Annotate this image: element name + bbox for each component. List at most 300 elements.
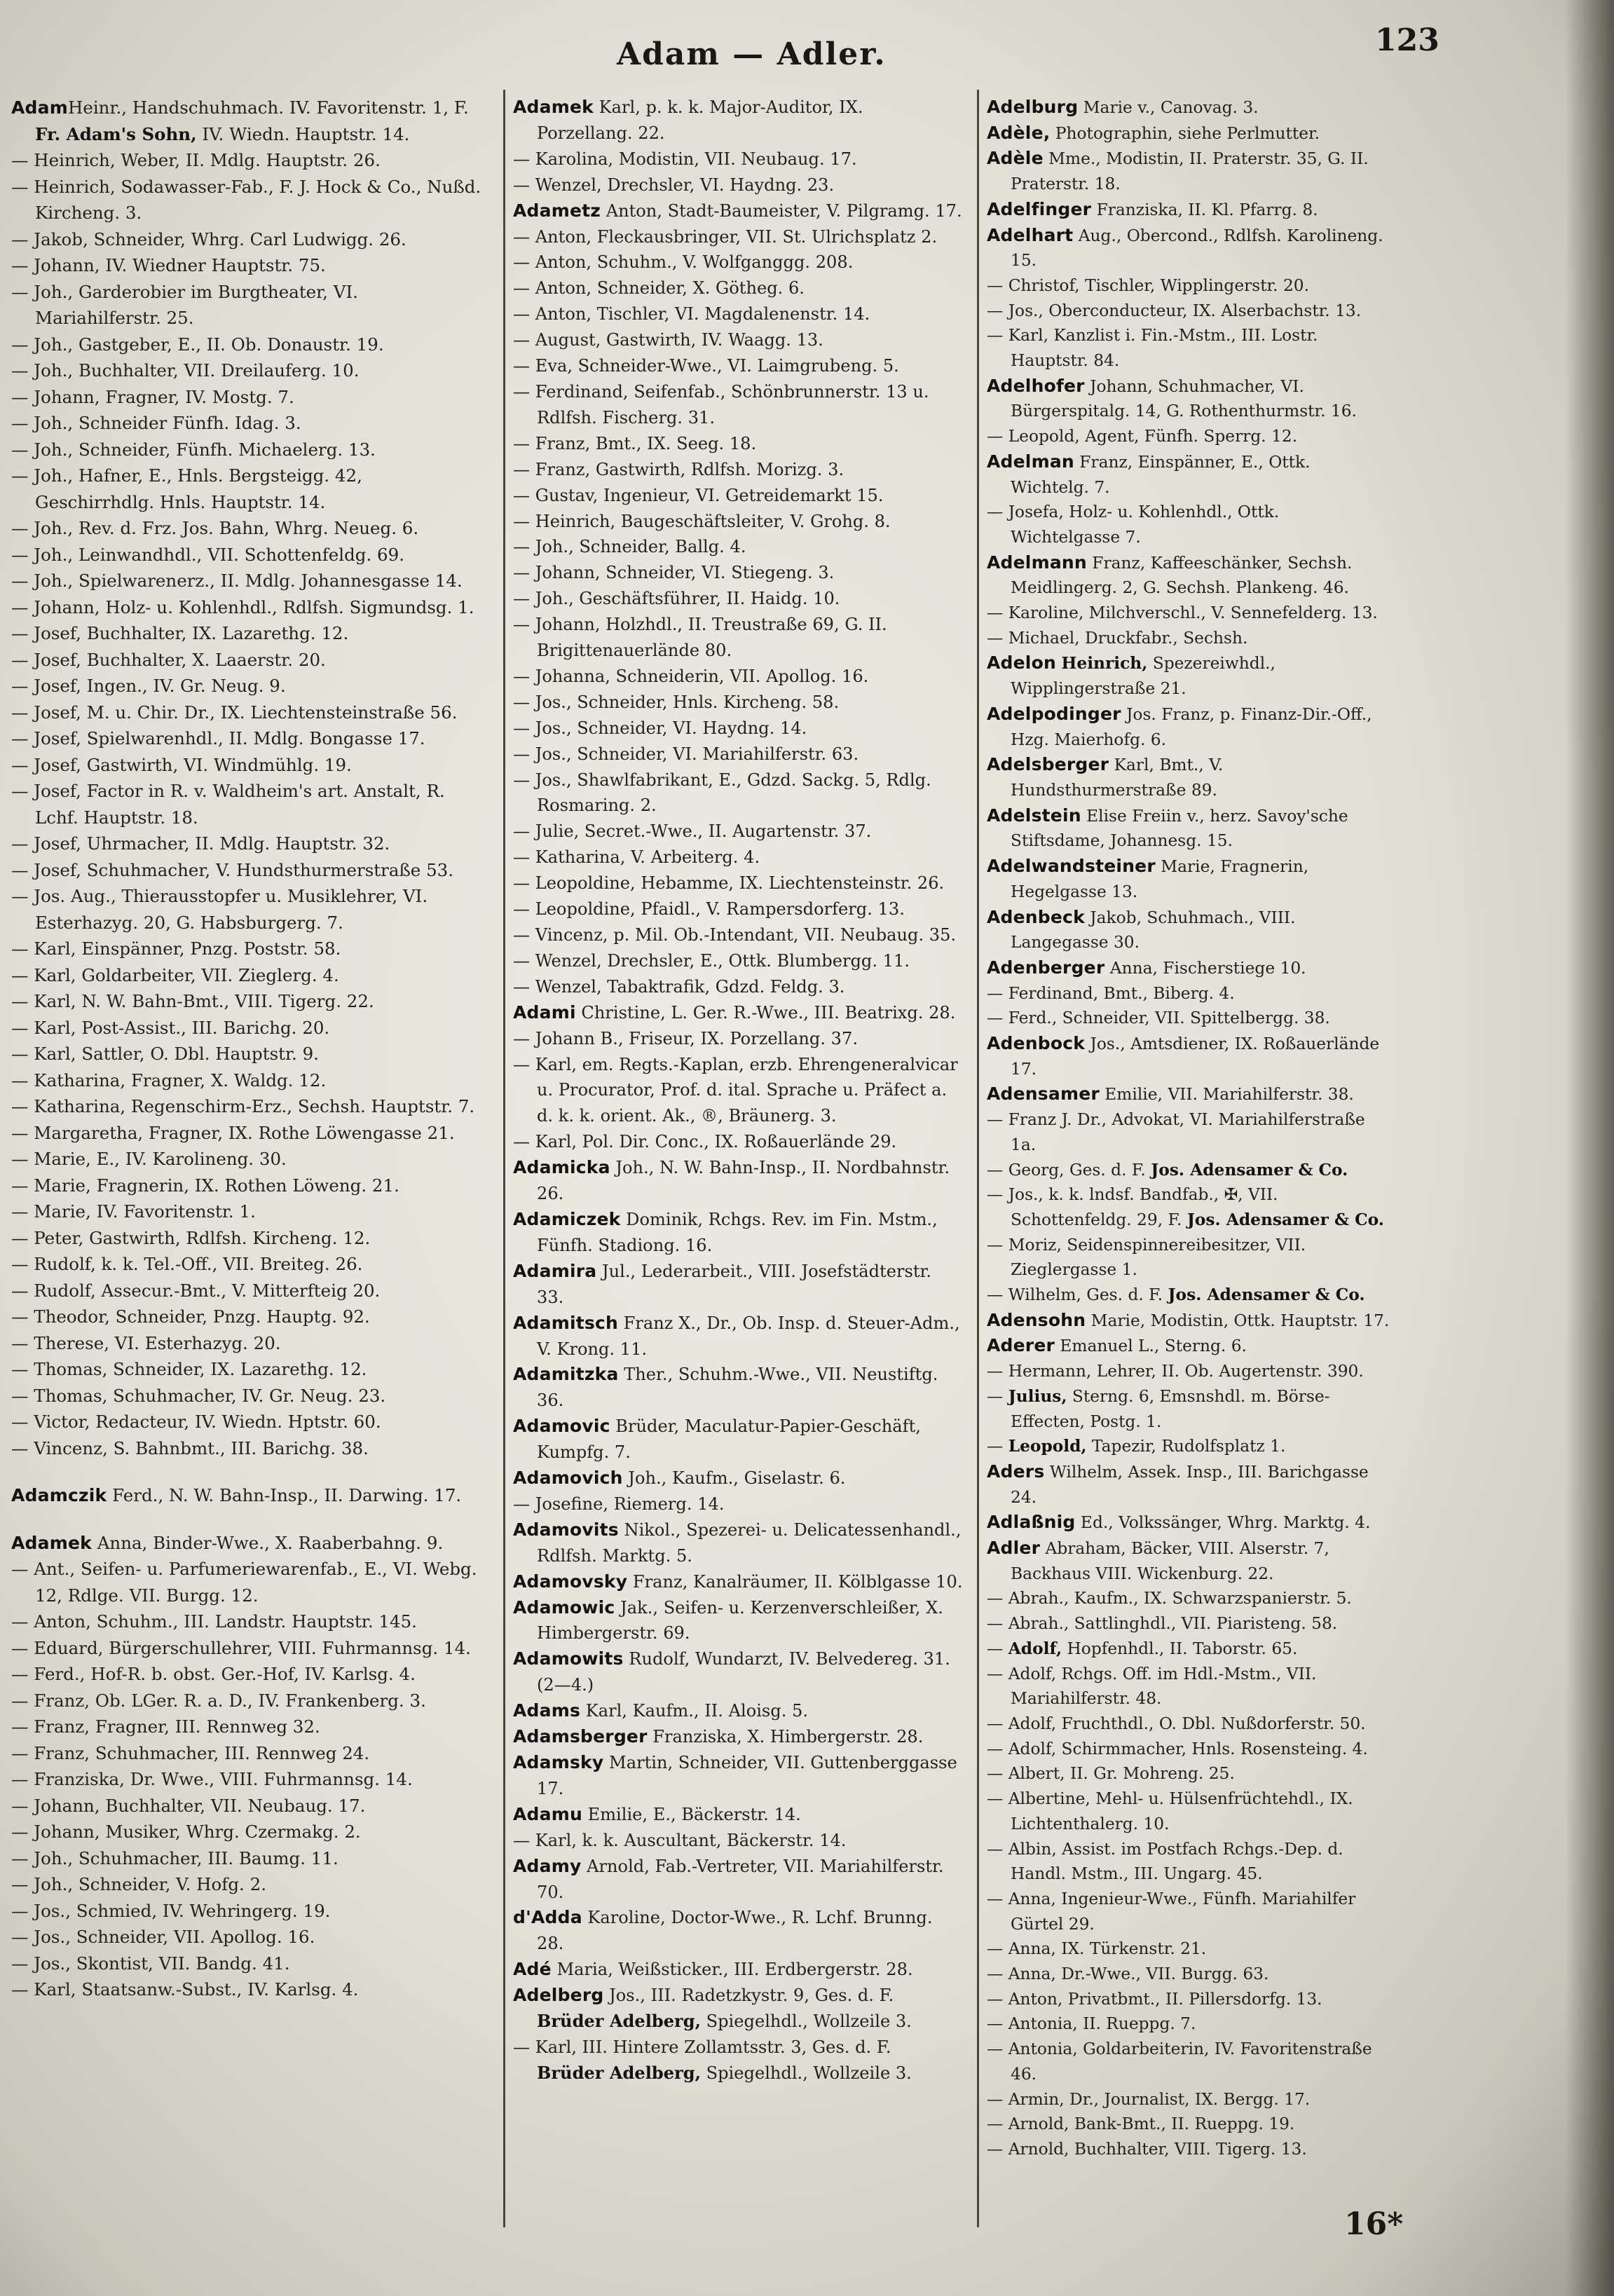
entry-text: Anna, Fischerstiege 10.	[1105, 958, 1306, 978]
directory-entry	[987, 2087, 1393, 2112]
entry-text: Aug., Obercond., Rdlfsh. Karolineng. 15.	[1011, 226, 1383, 271]
entry-text: — Adolf, Schirmmacher, Hnls. Rosensteing. 4.	[987, 1739, 1368, 1758]
directory-entry	[11, 1950, 485, 1977]
entry-text: Franz, Kanalräumer, II. Kölblgasse 10.	[627, 1571, 963, 1592]
directory-entry	[11, 357, 485, 384]
entry-text: — Heinrich, Weber, II. Mdlg. Hauptstr. 26.	[11, 150, 381, 170]
directory-entry	[987, 1737, 1393, 1762]
entry-text: — Karl, em. Regts.-Kaplan, erzb. Ehrengeneralvicar u. Procurator, Prof. d. ital. Sprache u. Präfect a. d. k. k. orient. Ak., ®, Bräunerg. 3.	[513, 1054, 958, 1126]
entry-text: — Karl, Post-Assist., III. Barichg. 20.	[11, 1017, 330, 1038]
entry-text: — Anton, Fleckausbringer, VII. St. Ulrichsplatz 2.	[513, 226, 938, 247]
directory-entry	[11, 725, 485, 752]
directory-entry	[513, 974, 963, 1000]
entry-text: — Josefine, Riemerg. 14.	[513, 1494, 725, 1514]
entry-text: Karl, p. k. k. Major-Auditor, IX. Porzellang. 22.	[537, 97, 863, 143]
entry-text: Franziska, X. Himbergerstr. 28.	[647, 1727, 924, 1747]
entry-firm-name: Adolf,	[1008, 1639, 1062, 1658]
entry-surname: Adenbeck	[987, 906, 1085, 927]
entry-text: — Victor, Redacteur, IV. Wiedn. Hptstr. 60.	[11, 1412, 381, 1432]
entry-text: Karl, Bmt., V. Hundsthurmerstraße 89.	[1011, 756, 1224, 800]
entry-surname: Adensamer	[987, 1084, 1100, 1105]
directory-entry	[11, 1251, 485, 1278]
entry-surname: Adami	[513, 1002, 576, 1023]
directory-entry	[513, 742, 963, 767]
entry-text: — Abrah., Kaufm., IX. Schwarzspanierstr. 5.	[987, 1589, 1352, 1608]
directory-entry	[513, 1491, 963, 1517]
entry-text: Joh., Kaufm., Giselastr. 6.	[622, 1468, 846, 1489]
directory-entry	[987, 1081, 1393, 1107]
directory-entry	[513, 1802, 963, 1828]
directory-entry	[11, 568, 485, 594]
directory-entry	[513, 301, 963, 327]
entry-surname: Adelstein	[987, 805, 1081, 826]
entry-surname: Adelsberger	[987, 754, 1109, 775]
directory-entry	[11, 594, 485, 621]
entry-text: Nikol., Spezerei- u. Delicatessenhandl., Rdlfsh. Marktg. 5.	[537, 1519, 962, 1566]
directory-entry	[11, 647, 485, 674]
entry-text: Joh., N. W. Bahn-Insp., II. Nordbahnstr. 26.	[537, 1158, 950, 1204]
entry-surname: Adelfinger	[987, 198, 1092, 219]
directory-entry	[11, 1530, 485, 1557]
entry-text: — Jos., Schneider, VI. Mariahilferstr. 63.	[513, 744, 859, 764]
entry-text: — Johann, Holz- u. Kohlenhdl., Rdlfsh. Sigmundsg. 1.	[11, 596, 474, 617]
directory-entry	[11, 147, 485, 174]
entry-text: Johann, Schuhmacher, VI. Bürgerspitalg. 14, G. Rothenthurmstr. 16.	[1011, 376, 1357, 421]
directory-entry	[11, 515, 485, 542]
directory-entry	[987, 1182, 1393, 1232]
entry-surname: Adamek	[513, 97, 594, 117]
entry-text: — Anna, Ingenieur-Wwe., Fünfh. Mariahilfer Gürtel 29.	[987, 1889, 1356, 1934]
entry-text: Franz, Kaffeeschänker, Sechsh. Meidlingerg. 2, G. Sechsh. Plankeng. 46.	[1011, 553, 1353, 598]
directory-entry	[11, 1819, 485, 1845]
entry-surname: Adams	[513, 1700, 581, 1721]
entry-text: — Josefa, Holz- u. Kohlenhdl., Ottk. Wichtelgasse 7.	[987, 503, 1280, 547]
directory-entry	[11, 1067, 485, 1094]
entry-text: — Jos., Schneider, Hnls. Kircheng. 58.	[513, 692, 840, 712]
directory-entry	[987, 601, 1393, 626]
entry-text: — Johann, Schneider, VI. Stiegeng. 3.	[513, 563, 835, 583]
entry-surname: Aderer	[987, 1335, 1055, 1356]
directory-entry	[513, 146, 963, 172]
directory-entry	[513, 1000, 963, 1026]
directory-entry	[513, 1698, 963, 1724]
directory-entry	[513, 353, 963, 379]
directory-entry	[11, 857, 485, 884]
entry-text: Franz X., Dr., Ob. Insp. d. Steuer-Adm., V. Krong. 11.	[537, 1313, 960, 1359]
directory-entry	[11, 1924, 485, 1950]
entry-surname: Aders	[987, 1461, 1045, 1482]
directory-entry	[11, 1304, 485, 1330]
entry-text: Karoline, Doctor-Wwe., R. Lchf. Brunng. 28.	[537, 1908, 933, 1954]
directory-entry	[987, 2112, 1393, 2137]
directory-entry	[987, 449, 1393, 500]
entry-surname: Adamczik	[11, 1485, 107, 1505]
entry-text: — Eduard, Bürgerschullehrer, VIII. Fuhrmannsg. 14.	[11, 1637, 471, 1658]
directory-entry	[11, 1898, 485, 1925]
directory-entry	[11, 673, 485, 699]
directory-entry	[513, 95, 963, 146]
directory-entry	[11, 437, 485, 463]
entry-surname: d'Adda	[513, 1907, 582, 1928]
entry-text: — Wenzel, Drechsler, E., Ottk. Blumbergg. 11.	[513, 950, 910, 971]
entry-text: — Josef, M. u. Chir. Dr., IX. Liechtensteinstraße 56.	[11, 702, 458, 723]
directory-entry	[11, 1740, 485, 1767]
directory-entry	[513, 767, 963, 819]
entry-text: — Franz J. Dr., Advokat, VI. Mariahilferstraße 1a.	[987, 1110, 1365, 1154]
entry-text: — Albin, Assist. im Postfach Rchgs.-Dep. d. Handl. Mstm., III. Ungarg. 45.	[987, 1839, 1343, 1884]
entry-text: Franz, Einspänner, E., Ottk. Wichtelg. 7.	[1011, 452, 1311, 497]
entry-text: —	[987, 1437, 1008, 1456]
directory-entry	[11, 1435, 485, 1462]
entry-surname: Adensohn	[987, 1309, 1086, 1330]
directory-entry	[11, 1383, 485, 1409]
entry-text: — Joh., Leinwandhdl., VII. Schottenfeldg. 69.	[11, 544, 405, 565]
directory-entry	[513, 1646, 963, 1698]
entry-text-tail: IV. Wiedn. Hauptstr. 14.	[196, 123, 410, 144]
directory-entry	[513, 1517, 963, 1569]
directory-entry	[987, 752, 1393, 802]
entry-text: — Marie, IV. Favoritenstr. 1.	[11, 1201, 256, 1222]
entry-text: — Johann, Fragner, IV. Mostg. 7.	[11, 386, 294, 407]
directory-entry	[987, 223, 1393, 273]
entry-text: — Rudolf, k. k. Tel.-Off., VII. Breiteg. 26.	[11, 1254, 363, 1274]
directory-entry	[987, 1333, 1393, 1359]
entry-text: — Franz, Schuhmacher, III. Rennweg 24.	[11, 1742, 370, 1763]
directory-entry	[513, 1155, 963, 1207]
entry-surname: Adamovsky	[513, 1571, 628, 1592]
entry-surname: Adamsberger	[513, 1726, 648, 1747]
entry-text: — Karoline, Milchverschl., V. Sennefelderg. 13.	[987, 603, 1378, 623]
directory-entry	[987, 1536, 1393, 1586]
entry-firm-name: Leopold,	[1008, 1437, 1087, 1456]
directory-entry	[987, 95, 1393, 121]
directory-entry	[513, 1983, 963, 2035]
directory-entry	[513, 1207, 963, 1259]
directory-entry	[11, 95, 485, 147]
directory-entry	[11, 1093, 485, 1120]
entry-text: — Jos., Oberconducteur, IX. Alserbachstr. 13.	[987, 301, 1362, 320]
entry-text: — Jos., Skontist, VII. Bandg. 41.	[11, 1953, 290, 1974]
entry-text: — Arnold, Buchhalter, VIII. Tigerg. 13.	[987, 2139, 1307, 2159]
entry-text: Dominik, Rchgs. Rev. im Fin. Mstm., Fünfh. Stadiong. 16.	[537, 1209, 938, 1255]
entry-text: — Antonia, Goldarbeiterin, IV. Favoritenstraße 46.	[987, 2039, 1372, 2084]
entry-text: — Arnold, Bank-Bmt., II. Rueppg. 19.	[987, 2114, 1295, 2134]
directory-entry	[987, 1158, 1393, 1183]
directory-entry	[987, 702, 1393, 752]
entry-text: — Johanna, Schneiderin, VII. Apollog. 16.	[513, 666, 869, 686]
directory-entry	[11, 1146, 485, 1173]
entry-text: — Jos., Shawlfabrikant, E., Gdzd. Sackg. 5, Rdlg. Rosmaring. 2.	[513, 770, 931, 816]
directory-entry	[11, 1278, 485, 1304]
entry-text: — Marie, E., IV. Karolineng. 30.	[11, 1149, 287, 1169]
directory-entry	[11, 1015, 485, 1041]
directory-entry	[987, 650, 1393, 701]
directory-entry	[513, 327, 963, 353]
directory-entry	[11, 988, 485, 1015]
entry-surname: Adamira	[513, 1260, 597, 1281]
entry-firm-name: Jos. Adensamer & Co.	[1151, 1160, 1348, 1180]
directory-entry	[513, 379, 963, 431]
book-fold-shadow	[1565, 0, 1614, 2296]
page-number: 123	[1375, 22, 1439, 58]
entry-text: Karl, Kaufm., II. Aloisg. 5.	[580, 1701, 808, 1721]
entry-surname: Adamy	[513, 1855, 582, 1876]
directory-entry	[513, 1957, 963, 1983]
directory-entry	[513, 431, 963, 457]
entry-surname: Adelwandsteiner	[987, 856, 1156, 877]
directory-entry	[513, 509, 963, 535]
entry-surname: Adelon	[987, 652, 1056, 674]
directory-entry	[513, 1129, 963, 1155]
entry-text: Maria, Weißsticker., III. Erdbergerstr. 28.	[551, 1960, 913, 1980]
directory-entry	[987, 1987, 1393, 2012]
entry-text: — Johann B., Friseur, IX. Porzellang. 37.	[513, 1028, 858, 1048]
column-3	[987, 95, 1393, 2162]
directory-entry	[11, 252, 485, 279]
directory-entry	[11, 620, 485, 647]
directory-entry	[513, 457, 963, 483]
entry-text: — Albert, II. Gr. Mohreng. 25.	[987, 1764, 1235, 1784]
directory-entry	[987, 550, 1393, 601]
directory-entry	[987, 146, 1393, 196]
directory-entry	[987, 1308, 1393, 1334]
entry-surname: Adamovits	[513, 1519, 619, 1540]
directory-entry	[11, 1661, 485, 1688]
page-title: Adam — Adler.	[617, 36, 887, 72]
entry-text: Emilie, VII. Mariahilferstr. 38.	[1099, 1085, 1354, 1105]
entry-surname: Adler	[987, 1538, 1041, 1559]
entry-surname: Adelhart	[987, 224, 1074, 245]
entry-text: Emanuel L., Sterng. 6.	[1055, 1337, 1247, 1356]
entry-text: — Leopoldine, Hebamme, IX. Liechtensteinstr. 26.	[513, 873, 945, 894]
directory-entry	[513, 1052, 963, 1130]
entry-text: Martin, Schneider, VII. Guttenberggasse 17.	[537, 1753, 957, 1798]
directory-entry	[987, 1761, 1393, 1786]
entry-text: — August, Gastwirth, IV. Waagg. 13.	[513, 330, 823, 350]
directory-entry	[987, 1283, 1393, 1308]
entry-text: Mme., Modistin, II. Praterstr. 35, G. II. Praterstr. 18.	[1011, 149, 1369, 194]
entry-text-tail: Tapezir, Rudolfsplatz 1.	[1086, 1437, 1286, 1456]
entry-text: — Abrah., Sattlinghdl., VII. Piaristeng. 58.	[987, 1614, 1338, 1634]
entry-firm-name: Jos. Adensamer & Co.	[1186, 1210, 1384, 1229]
entry-text: Rudolf, Wundarzt, IV. Belvedereg. 31. (2—4.)	[537, 1649, 950, 1695]
directory-entry	[987, 273, 1393, 299]
directory-entry	[513, 896, 963, 922]
entry-text: — Joh., Geschäftsführer, II. Haidg. 10.	[513, 589, 840, 609]
directory-entry	[11, 1608, 485, 1635]
entry-text: — Margaretha, Fragner, IX. Rothe Löwengasse 21.	[11, 1122, 455, 1143]
directory-entry	[987, 1786, 1393, 1836]
entry-text: — Anna, Dr.-Wwe., VII. Burgg. 63.	[987, 1964, 1269, 1984]
entry-text: — Johann, Buchhalter, VII. Neubaug. 17.	[11, 1795, 366, 1816]
directory-entry	[987, 1636, 1393, 1662]
entry-surname: Adèle	[987, 148, 1044, 169]
entry-text: — Joh., Rev. d. Frz. Jos. Bahn, Whrg. Neueg. 6.	[11, 518, 419, 538]
entry-text: Ther., Schuhm.-Wwe., VII. Neustiftg. 36.	[537, 1365, 938, 1411]
directory-entry	[513, 586, 963, 612]
entry-surname: Adamowits	[513, 1648, 624, 1669]
entry-text: — Leopoldine, Pfaidl., V. Rampersdorferg. 13.	[513, 899, 905, 920]
entry-text-tail: Sterng. 6, Emsnshdl. m. Börse-Effecten, Postg. 1.	[1011, 1386, 1330, 1431]
entry-text: — Ferdinand, Seifenfab., Schönbrunnerstr. 13 u. Rdlfsh. Fischerg. 31.	[513, 381, 929, 428]
entry-text: — Josef, Uhrmacher, II. Mdlg. Hauptstr. 32.	[11, 833, 390, 854]
directory-entry	[987, 626, 1393, 651]
directory-entry	[987, 905, 1393, 955]
entry-text: — Joh., Hafner, E., Hnls. Bergsteigg. 42, Geschirrhdlg. Hnls. Hauptstr. 14.	[11, 465, 362, 512]
directory-entry	[11, 1871, 485, 1898]
entry-text: — Katharina, Regenschirm-Erz., Sechsh. Hauptstr. 7.	[11, 1096, 475, 1116]
directory-entry	[987, 1031, 1393, 1081]
directory-entry	[513, 612, 963, 664]
entry-text: Marie, Modistin, Ottk. Hauptstr. 17.	[1086, 1311, 1390, 1330]
entry-text: — Karl, k. k. Auscultant, Bäckerstr. 14.	[513, 1830, 847, 1850]
entry-text: Franziska, II. Kl. Pfarrg. 8.	[1091, 200, 1318, 219]
directory-entry	[987, 299, 1393, 324]
directory-entry	[11, 883, 485, 936]
entry-surname: Adamitsch	[513, 1312, 618, 1333]
entry-text: —	[987, 1386, 1008, 1406]
entry-text: — Jos., Schneider, VII. Apollog. 16.	[11, 1927, 315, 1947]
directory-entry	[513, 1828, 963, 1854]
entry-separator	[11, 1461, 485, 1482]
directory-entry	[11, 1688, 485, 1714]
entry-text: — Josef, Buchhalter, X. Laaerstr. 20.	[11, 649, 326, 670]
directory-entry	[987, 121, 1393, 146]
entry-text: — Julie, Secret.-Wwe., II. Augartenstr. 37.	[513, 821, 872, 842]
entry-surname: Adenbock	[987, 1033, 1086, 1054]
entry-text: Anton, Stadt-Baumeister, V. Pilgramg. 17.	[601, 200, 962, 221]
entry-text: — Christof, Tischler, Wipplingerstr. 20.	[987, 275, 1309, 295]
entry-text: — Anton, Privatbmt., II. Pillersdorfg. 13.	[987, 1989, 1322, 2009]
entry-text: Brüder, Maculatur-Papier-Geschäft, Kumpfg. 7.	[537, 1416, 921, 1463]
directory-entry	[11, 332, 485, 358]
directory-entry	[987, 1434, 1393, 1459]
directory-entry	[11, 1198, 485, 1225]
entry-text: — Heinrich, Baugeschäftsleiter, V. Grohg. 8.	[513, 511, 891, 531]
directory-entry	[11, 1225, 485, 1252]
directory-entry	[987, 2037, 1393, 2086]
directory-entry	[11, 1482, 485, 1509]
entry-text: — Ferd., Hof-R. b. obst. Ger.-Hof, IV. Karlsg. 4.	[11, 1664, 416, 1684]
entry-text: Jul., Lederarbeit., VIII. Josefstädterstr. 33.	[537, 1261, 932, 1307]
directory-entry	[11, 699, 485, 726]
entry-surname: Adé	[513, 1959, 552, 1980]
entry-text: — Albertine, Mehl- u. Hülsenfrüchtehdl., IX. Lichtenthalerg. 10.	[987, 1789, 1353, 1833]
entry-text: — Moriz, Seidenspinnereibesitzer, VII. Zieglergasse 1.	[987, 1235, 1306, 1280]
entry-surname: Adenberger	[987, 957, 1105, 978]
entry-surname: Adamsky	[513, 1752, 604, 1772]
entry-text: — Katharina, V. Arbeiterg. 4.	[513, 847, 760, 868]
directory-entry	[513, 1595, 963, 1647]
entry-text: — Franz, Bmt., IX. Seeg. 18.	[513, 433, 757, 453]
directory-entry	[513, 1414, 963, 1465]
directory-entry	[513, 1465, 963, 1491]
entry-surname: Adamek	[11, 1532, 92, 1553]
entry-surname: Adam	[11, 97, 68, 118]
entry-text: — Joh., Buchhalter, VII. Dreilauferg. 10.	[11, 360, 360, 381]
entry-firm-name: Heinrich,	[1061, 654, 1148, 674]
directory-entry	[11, 226, 485, 253]
entry-text-tail: Spiegelhdl., Wollzeile 3.	[700, 2063, 912, 2083]
directory-entry	[11, 1556, 485, 1608]
entry-surname: Adelberg	[513, 1985, 604, 2006]
directory-entry	[987, 2137, 1393, 2162]
entry-text: — Jos., Schmied, IV. Wehringerg. 19.	[11, 1900, 331, 1921]
entry-text: — Joh., Schneider Fünfh. Idag. 3.	[11, 413, 301, 433]
directory-entry	[987, 1611, 1393, 1636]
entry-text: — Franz, Fragner, III. Rennweg 32.	[11, 1716, 320, 1737]
entry-text: — Heinrich, Sodawasser-Fab., F. J. Hock & Co., Nußd. Kircheng. 3.	[11, 176, 481, 223]
directory-entry	[11, 1120, 485, 1147]
entry-text: — Karl, Staatsanw.-Subst., IV. Karlsg. 4.	[11, 1979, 359, 2000]
entry-text: — Anton, Tischler, VI. Magdalenenstr. 14.	[513, 304, 870, 324]
directory-entry	[987, 323, 1393, 373]
directory-entry	[513, 845, 963, 870]
entry-surname: Adelburg	[987, 97, 1079, 117]
directory-entry	[11, 778, 485, 831]
directory-entry	[987, 1107, 1393, 1157]
directory-entry	[987, 1384, 1393, 1434]
entry-text: — Peter, Gastwirth, Rdlfsh. Kircheng. 12.	[11, 1227, 371, 1248]
directory-entry	[11, 384, 485, 411]
entry-surname: Adamicka	[513, 1157, 610, 1178]
entry-text: — Joh., Schneider, Fünfh. Michaelerg. 13.	[11, 439, 376, 460]
entry-text: — Vincenz, S. Bahnbmt., III. Barichg. 38.	[11, 1437, 369, 1458]
entry-text: — Joh., Schneider, V. Hofg. 2.	[11, 1874, 266, 1894]
entry-text: — Thomas, Schuhmacher, IV. Gr. Neug. 23.	[11, 1385, 386, 1406]
entry-text: — Wenzel, Drechsler, VI. Haydng. 23.	[513, 175, 835, 195]
directory-entry	[513, 1026, 963, 1052]
entry-text: — Karl, III. Hintere Zollamtsstr. 3, Ges. d. F.	[513, 2037, 891, 2057]
entry-text: — Karl, N. W. Bahn-Bmt., VIII. Tigerg. 22.	[11, 991, 374, 1011]
entry-surname: Adelpodinger	[987, 703, 1121, 724]
entry-text: — Johann, Musiker, Whrg. Czermakg. 2.	[11, 1822, 361, 1842]
entry-text: — Josef, Ingen., IV. Gr. Neug. 9.	[11, 676, 286, 696]
entry-text: — Josef, Factor in R. v. Waldheim's art. Anstalt, R. Lchf. Hauptstr. 18.	[11, 781, 445, 828]
entry-surname: Adlaßnig	[987, 1512, 1076, 1533]
directory-entry	[513, 198, 963, 224]
directory-entry	[11, 1356, 485, 1383]
directory-entry	[513, 483, 963, 509]
directory-entry	[987, 1837, 1393, 1887]
entry-text: — Anton, Schneider, X. Götheg. 6.	[513, 278, 805, 299]
entry-text: — Ferdinand, Bmt., Biberg. 4.	[987, 983, 1235, 1003]
directory-entry	[987, 1586, 1393, 1611]
directory-entry	[513, 1569, 963, 1595]
directory-entry	[11, 1793, 485, 1819]
entry-text: — Jos. Aug., Thierausstopfer u. Musiklehrer, VI. Esterhazyg. 20, G. Habsburgerg. 7.	[11, 886, 428, 933]
directory-entry	[513, 2035, 963, 2086]
entry-surname: Adèle,	[987, 122, 1051, 143]
directory-entry	[987, 1662, 1393, 1711]
entry-firm-name: Jos. Adensamer & Co.	[1168, 1285, 1365, 1305]
entry-text: — Vincenz, p. Mil. Ob.-Intendant, VII. Neubaug. 35.	[513, 925, 957, 945]
entry-text: Ed., Volkssänger, Whrg. Marktg. 4.	[1075, 1513, 1371, 1533]
entry-text: — Franz, Gastwirth, Rdlfsh. Morizg. 3.	[513, 459, 844, 479]
directory-entry	[11, 936, 485, 962]
entry-text: Jak., Seifen- u. Kerzenverschleißer, X. Himbergerstr. 69.	[537, 1597, 943, 1644]
entry-text: Jos. Franz, p. Finanz-Dir.-Off., Hzg. Maierhofg. 6.	[1011, 704, 1372, 749]
directory-entry	[11, 542, 485, 568]
entry-text: Wilhelm, Assek. Insp., III. Barichgasse 24.	[1011, 1462, 1369, 1507]
entry-text: — Wilhelm, Ges. d. F.	[987, 1285, 1168, 1305]
directory-entry	[11, 1409, 485, 1435]
directory-entry	[987, 197, 1393, 223]
entry-surname: Adamowic	[513, 1597, 615, 1618]
directory-entry	[11, 1173, 485, 1199]
directory-entry	[11, 1330, 485, 1357]
directory-entry	[513, 172, 963, 198]
